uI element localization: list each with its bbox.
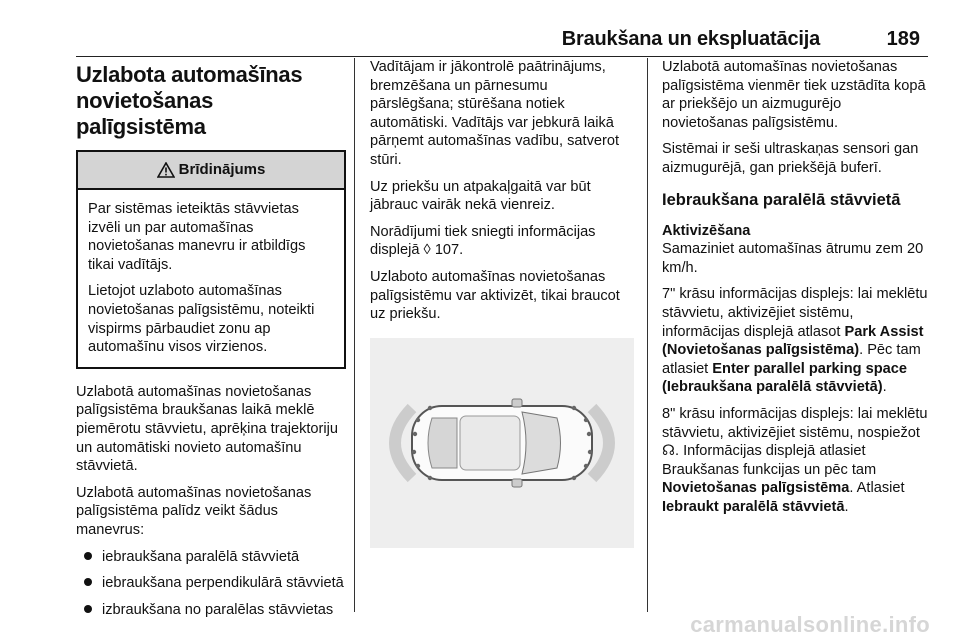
warning-heading: Brīdinājums [178, 160, 266, 178]
list-item [76, 574, 346, 593]
col2-paragraph-4: Uzlaboto automašīnas novietošanas palīgsistēmu var aktivizēt, tikai braucot uz priekšu. [370, 268, 620, 323]
bullet-dot-icon [84, 552, 92, 560]
section-title [76, 62, 346, 140]
activation-text: Samaziniet automašīnas ātrumu zem 20 km/h. [662, 241, 924, 276]
running-header-title: Braukšana un ekspluatācija [561, 28, 820, 50]
activation-block [662, 222, 928, 278]
text-run: . [882, 379, 887, 396]
menu-term-enter-parallel: Enter parallel parking space (Iebraukšana paralēlā stāvvietā) [662, 360, 907, 396]
header-rule [76, 56, 928, 57]
col3-paragraph-2: Sistēmai ir seši ultraskaņas sensori gan aizmugurējā, gan priekšējā buferī. [662, 141, 919, 176]
col2-paragraph-2: Uz priekšu un atpakaļgaitā var būt jābrauc vairāk nekā vienreiz. [370, 178, 591, 214]
menu-term-novietosanas: Novietošanas palīgsistēma [662, 480, 850, 497]
column-2 [370, 58, 634, 548]
column-1 [76, 58, 346, 627]
warning-box [76, 150, 346, 369]
text-run: . Pēc tam atlasiet [662, 342, 921, 377]
col2-paragraph-1: Vadītājam ir jākontrolē paātrinājums, bremzēšana un pārnesumu pārslēgšana; stūrēšana notiek automātiski. Vadītājs var jebkurā laikā pārņemt automašīnas vadību, satverot stūri. [370, 59, 620, 168]
col1-paragraph-2: Uzlabotā automašīnas novietošanas palīgsistēma palīdz veikt šādus manevrus: [76, 484, 312, 538]
warning-body [78, 190, 344, 367]
menu-term-park-assist: Park Assist (Novietošanas palīgsistēma) [662, 323, 924, 359]
activation-heading: Aktivizēšana [662, 222, 751, 239]
list-item-text: izbraukšana no paralēlas stāvvietas [102, 601, 334, 618]
col2-paragraph-3 [370, 223, 634, 260]
warning-triangle-icon [157, 162, 175, 178]
page-number: 189 [886, 28, 920, 50]
col3-paragraph-1: Uzlabotā automašīnas novietošanas palīgsistēma vienmēr tiek uzstādīta kopā ar priekšējo un aizmugurējo novietošanas palīgsistēmu. [662, 59, 926, 131]
warning-paragraph-1: Par sistēmas ieteiktās stāvvietas izvēli un par automašīnas novietošanas manevru ir atbildīgs tikai vadītājs. [88, 201, 306, 273]
page-ref-arrow-icon: ◊ [423, 242, 431, 259]
list-item [76, 601, 346, 620]
maneuver-list [76, 548, 346, 620]
text-run: 7" krāsu informācijas displejs: lai meklētu stāvvietu, aktivizējiet sistēmu, informācijas displejā atlasot [662, 286, 928, 340]
text-run: 8" krāsu informācijas displejs: lai meklētu stāvvietu, aktivizējiet sistēmu, nospiežot [662, 405, 928, 441]
warning-paragraph-2: Lietojot uzlaboto automašīnas novietošanas palīgsistēmu, noteikti vispirms pārbaudiet zonu ap automašīnu visos virzienos. [88, 283, 315, 356]
col3-paragraph-4 [662, 405, 928, 517]
text-run: . [844, 498, 849, 515]
car-sensor-illustration [370, 338, 634, 548]
park-assist-button-icon: ☊ [662, 443, 675, 460]
list-item-text: iebraukšana paralēlā stāvvietā [102, 548, 300, 565]
col1-paragraph-1: Uzlabotā automašīnas novietošanas palīgsistēma braukšanas laikā meklē piemērotu stāvvietu, aprēķina trajektoriju un automātiski novieto automašīnu stāvvietā. [76, 383, 339, 475]
menu-term-iebraukt: Iebraukt paralēlā stāvvietā [662, 498, 845, 515]
subsection-title: Iebraukšana paralēlā stāvvietā [662, 190, 901, 209]
bullet-dot-icon [84, 605, 92, 613]
list-item [76, 548, 346, 567]
warning-header [78, 152, 344, 190]
list-item-text: iebraukšana perpendikulārā stāvvietā [102, 575, 344, 592]
text-run: . Informācijas displejā atlasiet Braukšanas funkcijas un pēc tam [662, 443, 877, 478]
column-3 [662, 58, 928, 524]
column-divider-1 [354, 58, 355, 612]
section-title-line-1: Uzlabota automašīnas [76, 62, 303, 87]
car-top-view-icon [372, 368, 632, 518]
column-divider-2 [647, 58, 648, 612]
watermark: carmanualsonline.info [690, 612, 930, 637]
col3-paragraph-3 [662, 285, 928, 397]
section-title-line-2: novietošanas palīgsistēma [76, 88, 214, 139]
text-run: . Atlasiet [849, 480, 905, 497]
bullet-dot-icon [84, 578, 92, 586]
col2-paragraph-3-text: Norādījumi tiek sniegti informācijas displejā [370, 223, 596, 259]
page-ref-link[interactable]: 107. [430, 242, 464, 259]
